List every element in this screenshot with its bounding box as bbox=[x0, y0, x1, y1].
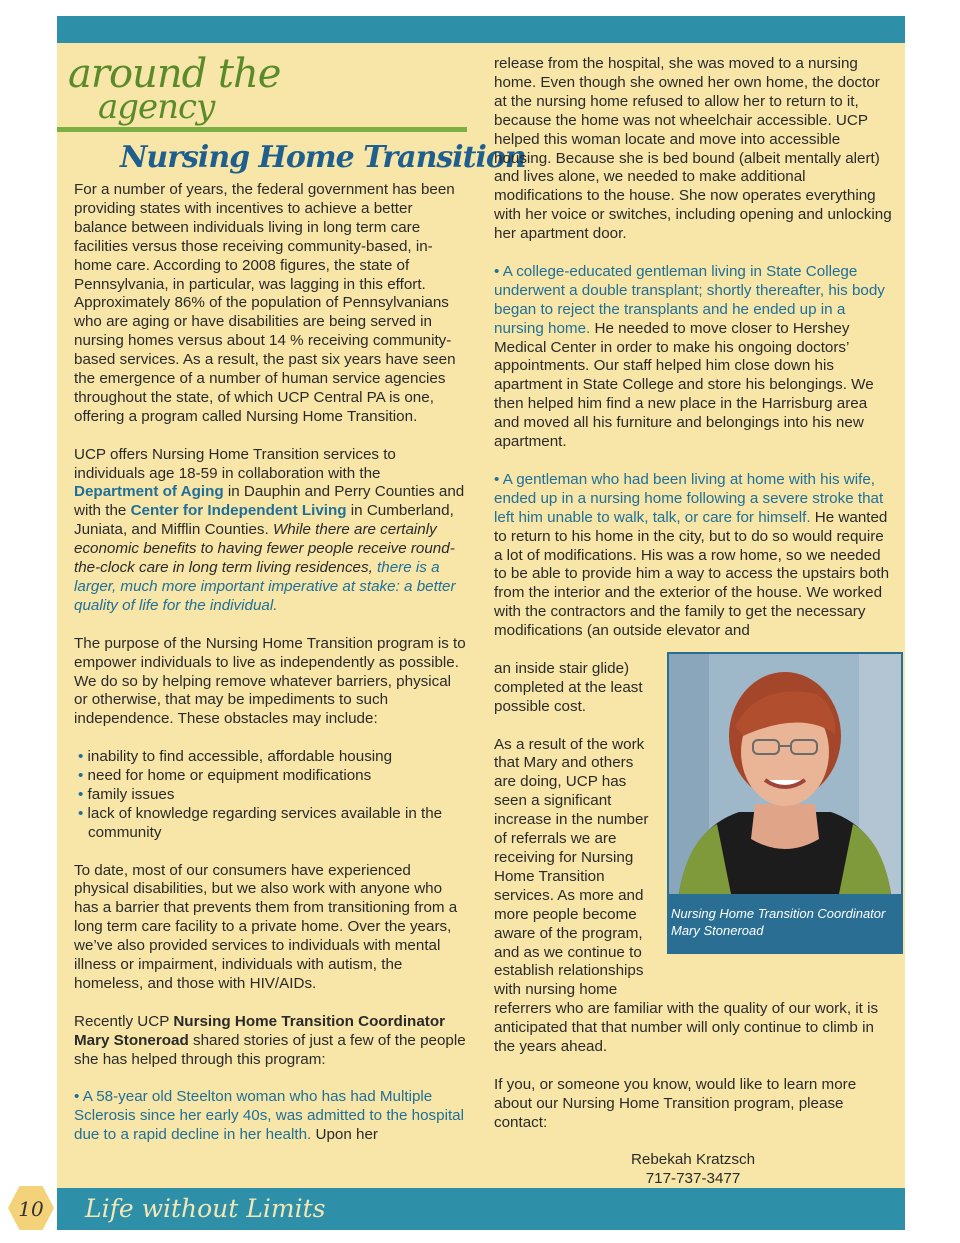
story-3-text: He wanted to return to his home in the city, but to do so would require a lot of modifications. His was a row home, so we needed to be able to provide him a way to access the upstairs both from the interior and the exterior of the house. We worked with the contractors and the family to get the necessary modifications (an outside elevator and bbox=[494, 508, 890, 640]
top-bar bbox=[57, 16, 905, 43]
text-line: services. As more and bbox=[494, 886, 644, 904]
text-line: completed at the least bbox=[494, 678, 643, 696]
stories-intro-text: shared stories of just a few of the people she has helped through this program: bbox=[74, 1031, 466, 1068]
story-3 bbox=[494, 471, 892, 641]
coordinator-name: Nursing Home Transition Coordinator Mary Stoneroad bbox=[74, 1012, 446, 1049]
story-1 bbox=[74, 1088, 466, 1145]
services-text: UCP offers Nursing Home Transition services to individuals age 18-59 in collaboration with the bbox=[74, 445, 396, 482]
contact-phone[interactable]: 717-737-3477 bbox=[645, 1170, 741, 1188]
text-line: aware of the program, bbox=[494, 924, 643, 942]
obstacles-list bbox=[74, 748, 466, 843]
text-line: are doing, UCP has bbox=[494, 773, 627, 791]
story-3-highlight: A gentleman who had been living at home with his wife, ended up in a nursing home following a severe stroke that left him unable to walk, talk, or care for himself. bbox=[494, 470, 884, 526]
department-of-aging-link[interactable]: Department of Aging bbox=[74, 483, 224, 501]
contact-intro: If you, or someone you know, would like to learn more about our Nursing Home Transition program, please contact: bbox=[494, 1075, 857, 1131]
section-kicker-line1: around the bbox=[68, 51, 281, 97]
services-text: in Cumberland, Juniata, and Mifflin Counties. bbox=[74, 502, 454, 539]
text-line: possible cost. bbox=[494, 697, 587, 715]
center-independent-living-link[interactable]: Center for Independent Living bbox=[130, 502, 347, 520]
consumers-paragraph: To date, most of our consumers have experienced physical disabilities, but we also work with anyone who has a barrier that prevents them from transitioning from a long term care facility to a private home. Over the years, we’ve also provided services to individuals with mental illness or impairment, individuals with autism, the homeless, and those with HIV/AIDs. bbox=[74, 861, 458, 992]
list-item-text: family issues bbox=[87, 785, 175, 803]
list-item bbox=[74, 748, 466, 767]
services-text: in Dauphin and Perry Counties and with the bbox=[74, 483, 465, 520]
coordinator-photo bbox=[669, 654, 901, 894]
left-column bbox=[74, 181, 466, 1164]
contact-name: Rebekah Kratzsch bbox=[630, 1151, 756, 1169]
list-item bbox=[74, 805, 466, 843]
services-paragraph bbox=[74, 446, 466, 616]
services-italic: While there are certainly economic benefits to having fewer people receive round-the-clock care in long term living residences, bbox=[74, 521, 455, 577]
text-line: with nursing home bbox=[494, 981, 618, 999]
footer-title: Life without Limits bbox=[85, 1194, 326, 1223]
purpose-paragraph: The purpose of the Nursing Home Transition program is to empower individuals to live as independently as possible. We do so by helping remove whatever barriers, physical or otherwise, that may be impediments to such independence. These obstacles may include: bbox=[74, 634, 466, 728]
text-line: Home Transition bbox=[494, 867, 605, 885]
bullet-icon: • bbox=[494, 470, 503, 488]
text-line: increase in the number bbox=[494, 811, 649, 829]
bullet-icon: • bbox=[494, 262, 503, 280]
story-1-continued: release from the hospital, she was moved to a nursing home. Even though she owned her own home, the doctor at the nursing home refused to allow her to return to it, because the home was not wheelchair accessible. UCP helped this woman locate and move into accessible housing. Because she is bed bound (albeit mentally alert) and lives alone, we needed to make additional modifications to the house. She now operates everything with her voice or switches, including opening and unlocking her apartment door. bbox=[494, 55, 892, 243]
text-line: receiving for Nursing bbox=[494, 849, 634, 866]
list-item bbox=[74, 767, 466, 786]
result-paragraph: referrers who are familiar with the quality of our work, it is anticipated that that number will only continue to climb in the years ahead. bbox=[494, 1000, 879, 1056]
list-item bbox=[74, 786, 466, 805]
story-1-highlight: A 58-year old Steelton woman who has had Multiple Sclerosis since her early 40s, was admitted to the hospital due to a rapid decline in her health. bbox=[74, 1088, 465, 1144]
bullet-icon: • bbox=[74, 1088, 83, 1106]
text-line: of referrals we are bbox=[494, 830, 617, 848]
portrait-illustration bbox=[669, 654, 901, 894]
story-2-highlight: A college-educated gentleman living in State College underwent a double transplant; shortly thereafter, his body began to reject the transplants and he ended up in a nursing home. bbox=[494, 262, 885, 337]
text-line: and as we continue to bbox=[494, 943, 642, 961]
story-2 bbox=[494, 263, 892, 452]
text-line: more people become bbox=[494, 905, 637, 923]
text-line: that Mary and others bbox=[494, 754, 634, 772]
text-line: As a result of the work bbox=[494, 735, 645, 753]
section-kicker-line2: agency bbox=[98, 87, 215, 127]
bullet-icon: • bbox=[78, 785, 88, 803]
text-line: seen a significant bbox=[494, 792, 612, 810]
right-column bbox=[494, 55, 892, 1208]
stories-intro-text: Recently UCP bbox=[74, 1012, 174, 1030]
photo-caption: Nursing Home Transition Coordinator Mary Stoneroad bbox=[671, 906, 886, 938]
text-line: an inside stair glide) bbox=[494, 659, 630, 677]
text-line: establish relationships bbox=[494, 962, 644, 980]
intro-paragraph: For a number of years, the federal government has been providing states with incentives to achieve a better balance between individuals living in long term care facilities versus those receiving community-based, in-home care. According to 2008 figures, the state of Pennsylvania, in particular, was lagging in this effort. Approximately 86% of the population of Pennsylvanians who are aging or have disabilities are being served in nursing homes versus about 14 % receiving community-based services. As a result, the past six years have seen the emergence of a number of human service agencies throughout the state, of which UCP Central PA is one, offering a program called Nursing Home Transition. bbox=[74, 181, 456, 425]
article-title: Nursing Home Transition bbox=[120, 140, 526, 175]
bullet-icon: • bbox=[78, 804, 88, 822]
bullet-icon: • bbox=[78, 748, 88, 766]
page-number: 10 bbox=[18, 1197, 44, 1221]
services-italic-highlight: there is a larger, much more important imperative at stake: a better quality of life for the individual. bbox=[74, 559, 456, 614]
list-item-text: need for home or equipment modifications bbox=[87, 767, 372, 785]
bullet-icon: • bbox=[78, 767, 88, 785]
list-item-text: inability to find accessible, affordable housing bbox=[87, 748, 393, 766]
story-2-text: He needed to move closer to Hershey Medical Center in order to make his ongoing doctors’ appointments. Our staff helped him close down his apartment in State College and store his belongings. We then helped him find a new place in the Harrisburg area and moved all his furniture and belongings into his new apartment. bbox=[494, 319, 874, 451]
list-item-text: lack of knowledge regarding services available in the community bbox=[87, 804, 443, 841]
stories-intro bbox=[74, 1013, 466, 1070]
section-rule bbox=[57, 127, 467, 132]
story-1-text: Upon her bbox=[311, 1126, 378, 1144]
